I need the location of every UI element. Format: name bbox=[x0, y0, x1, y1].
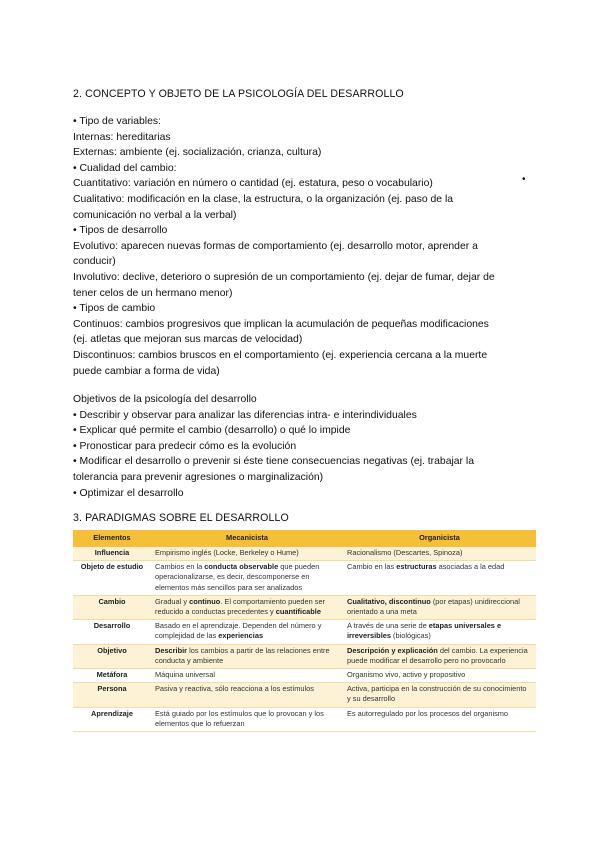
table-row bbox=[73, 669, 536, 683]
table-row bbox=[73, 683, 536, 707]
mecanicista-cell bbox=[151, 620, 343, 644]
cell-bold-text: Cualitativo, discontinuo bbox=[347, 596, 431, 606]
text-line: tener celos de un hermano menor) bbox=[73, 287, 233, 299]
mecanicista-cell: Está guiado por los estímulos que lo provocan y los elementos que lo refuerzan bbox=[151, 707, 343, 731]
cell-text: los cambios a partir de las relaciones entre conducta y ambiente bbox=[155, 645, 330, 665]
text-line: • Pronosticar para predecir cómo es la evolución bbox=[73, 440, 297, 452]
mecanicista-cell bbox=[151, 561, 343, 596]
table-row bbox=[73, 644, 536, 668]
cell-bold-text: experiencias bbox=[218, 631, 264, 641]
cell-text: (por etapas) unidireccional orientado a una meta bbox=[347, 596, 520, 617]
organicista-cell bbox=[343, 644, 536, 668]
text-line: • Tipos de desarrollo bbox=[73, 225, 168, 237]
header-elementos: Elementos bbox=[73, 530, 151, 547]
text-line: Cualitativo: modificación en la clase, la estructura, o la organización (ej. paso de la bbox=[73, 193, 454, 205]
text-line: (ej. atletas que mejoran sus marcas de velocidad) bbox=[73, 334, 303, 346]
mecanicista-cell: Máquina universal bbox=[151, 669, 343, 683]
cell-bold-text: Describir bbox=[155, 645, 188, 655]
organicista-cell: Es autorregulado por los procesos del organismo bbox=[343, 707, 536, 731]
cell-text: del cambio. La experiencia puede modificar el desarrollo pero no provocarlo bbox=[347, 645, 528, 665]
mecanicista-cell: Empirismo inglés (Locke, Berkeley o Hume) bbox=[151, 547, 343, 561]
section-2-body bbox=[73, 114, 533, 379]
cell-text: . El comportamiento pueden ser reducido a conductas precedentes y bbox=[155, 596, 326, 617]
row-label: Desarrollo bbox=[73, 620, 151, 644]
table-header-row bbox=[73, 530, 536, 547]
row-label: Influencia bbox=[73, 547, 151, 561]
cell-text: asociadas a la edad bbox=[436, 562, 505, 572]
table-row bbox=[73, 547, 536, 561]
organicista-cell bbox=[343, 620, 536, 644]
cell-bold-text: etapas universales e irreversibles bbox=[347, 621, 502, 641]
text-line: Externas: ambiente (ej. socialización, crianza, cultura) bbox=[73, 147, 322, 159]
text-line: puede cambiar a forma de vida) bbox=[73, 365, 220, 377]
row-label: Objeto de estudio bbox=[73, 561, 151, 596]
header-organicista: Organicista bbox=[343, 530, 536, 547]
mecanicista-cell bbox=[151, 644, 343, 668]
cell-bold-text: continuo bbox=[189, 596, 221, 606]
organicista-cell: Activa, participa en la construcción de su conocimiento y su desarrollo bbox=[343, 683, 536, 707]
text-line: • Describir y observar para analizar las diferencias intra- e interindividuales bbox=[73, 409, 417, 421]
section-3-heading: 3. PARADIGMAS SOBRE EL DESARROLLO bbox=[73, 512, 289, 524]
cell-text: Gradual y bbox=[155, 596, 190, 606]
text-line: Discontinuos: cambios bruscos en el comportamiento (ej. experiencia cercana a la muerte bbox=[73, 349, 488, 361]
cell-bold-text: Descripción y explicación bbox=[347, 645, 438, 655]
cell-text: A través de una serie de bbox=[347, 621, 429, 631]
cell-bold-text: conducta observable bbox=[204, 562, 279, 572]
paradigms-table bbox=[73, 530, 536, 732]
cell-bold-text: estructuras bbox=[396, 562, 437, 572]
text-line: • Optimizar el desarrollo bbox=[73, 487, 184, 499]
organicista-cell: Organismo vivo, activo y propositivo bbox=[343, 669, 536, 683]
row-label: Aprendizaje bbox=[73, 707, 151, 731]
text-line: Continuos: cambios progresivos que implican la acumulación de pequeñas modificaciones bbox=[73, 318, 489, 330]
text-line: tolerancia para prevenir agresiones o marginalización) bbox=[73, 471, 324, 483]
row-label: Objetivo bbox=[73, 644, 151, 668]
table-row bbox=[73, 595, 536, 619]
cell-text: que pueden operacionalizarse, es decir, descomponerse en elementos más sencillos para ser analizados bbox=[155, 562, 320, 592]
objectives-title: Objetivos de la psicología del desarrollo bbox=[73, 394, 257, 405]
stray-bullet: • bbox=[522, 174, 526, 185]
section-2-heading: 2. CONCEPTO Y OBJETO DE LA PSICOLOGÍA DEL DESARROLLO bbox=[73, 88, 404, 100]
organicista-cell: Racionalismo (Descartes, Spinoza) bbox=[343, 547, 536, 561]
text-line: conducir) bbox=[73, 256, 116, 268]
table-row bbox=[73, 561, 536, 596]
cell-text: Cambios en la bbox=[155, 562, 205, 572]
text-line: • Explicar qué permite el cambio (desarrollo) o qué lo impide bbox=[73, 425, 351, 437]
row-label: Cambio bbox=[73, 595, 151, 619]
header-mecanicista: Mecanicista bbox=[151, 530, 343, 547]
objectives-body bbox=[73, 392, 533, 501]
mecanicista-cell: Pasiva y reactiva, sólo reacciona a los estímulos bbox=[151, 683, 343, 707]
mecanicista-cell bbox=[151, 595, 343, 619]
organicista-cell bbox=[343, 595, 536, 619]
cell-text: Cambio en las bbox=[347, 562, 397, 572]
text-line: • Tipo de variables: bbox=[73, 116, 161, 127]
text-line: • Cualidad del cambio: bbox=[73, 162, 177, 174]
text-line: Involutivo: declive, deterioro o supresión de un comportamiento (ej. dejar de fumar, dejar de bbox=[73, 271, 495, 283]
text-line: Evolutivo: aparecen nuevas formas de comportamiento (ej. desarrollo motor, aprender a bbox=[73, 240, 478, 252]
table-row bbox=[73, 707, 536, 731]
text-line: Internas: hereditarias bbox=[73, 131, 171, 143]
text-line: • Tipos de cambio bbox=[73, 303, 156, 315]
text-line: comunicación no verbal a la verbal) bbox=[73, 209, 237, 221]
table-row bbox=[73, 620, 536, 644]
row-label: Metáfora bbox=[73, 669, 151, 683]
organicista-cell bbox=[343, 561, 536, 596]
cell-text: Basado en el aprendizaje. Dependen del número y complejidad de las bbox=[155, 621, 322, 641]
cell-bold-text: cuantificable bbox=[275, 607, 321, 617]
text-line: Cuantitativo: variación en número o cantidad (ej. estatura, peso o vocabulario) bbox=[73, 178, 433, 190]
cell-text: (biológicas) bbox=[390, 631, 431, 641]
text-line: • Modificar el desarrollo o prevenir si éste tiene consecuencias negativas (ej. trabajar la bbox=[73, 456, 474, 468]
row-label: Persona bbox=[73, 683, 151, 707]
